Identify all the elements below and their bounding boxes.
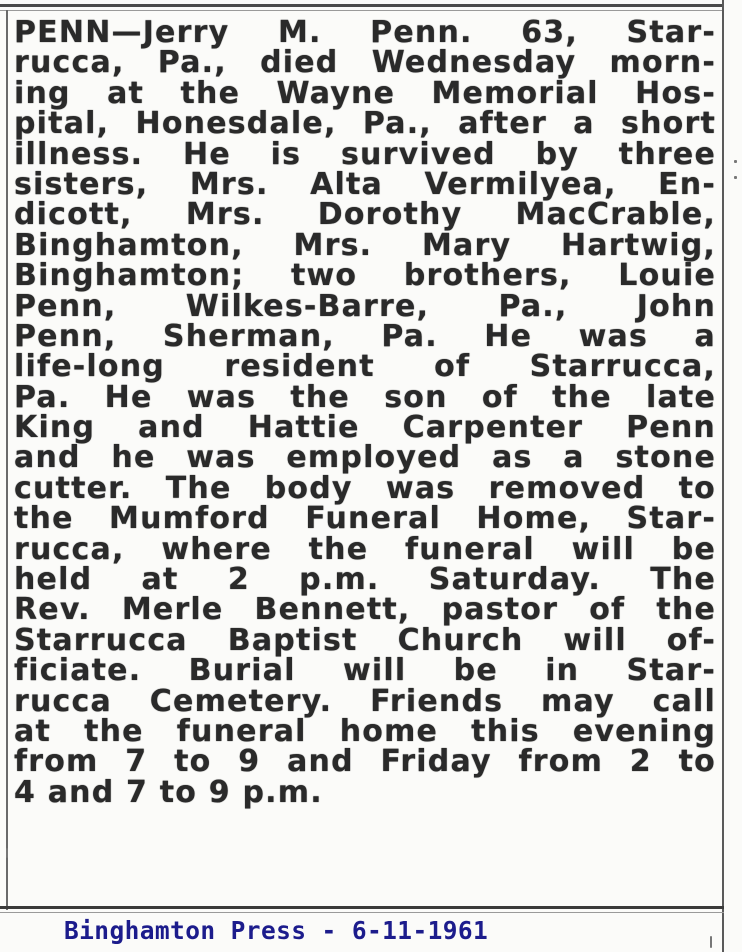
obituary-line: Penn, Sherman, Pa. He was a [14, 318, 716, 354]
obituary-line: cutter. The body was removed to [14, 470, 716, 506]
top-thin-rule [0, 10, 724, 11]
right-column-rule [722, 0, 724, 952]
obituary-line: sisters, Mrs. Alta Vermilyea, En- [14, 166, 716, 202]
print-speck [6, 848, 8, 858]
obituary-line: and he was employed as a stone [14, 440, 716, 476]
obituary-line: life-long resident of Starrucca, [14, 349, 716, 385]
obituary-line: illness. He is survived by three [14, 136, 716, 172]
obituary-line: rucca Cemetery. Friends may call [14, 683, 716, 719]
obituary-line: held at 2 p.m. Saturday. The [14, 562, 716, 598]
obituary-line: Pa. He was the son of the late [14, 379, 716, 415]
obituary-line: Binghamton; two brothers, Louie [14, 258, 716, 294]
print-speck [710, 936, 712, 948]
bottom-column-rule [0, 906, 724, 909]
source-caption: Binghamton Press - 6-11-1961 [64, 916, 489, 945]
obituary-line: the Mumford Funeral Home, Star- [14, 501, 716, 537]
obituary-line: from 7 to 9 and Friday from 2 to [14, 744, 716, 780]
obituary-line: Penn, Wilkes-Barre, Pa., John [14, 288, 716, 324]
obituary-line: rucca, Pa., died Wednesday morn- [14, 45, 716, 81]
print-speck [734, 176, 737, 179]
bottom-thin-rule [0, 912, 724, 913]
obituary-line: rucca, where the funeral will be [14, 531, 716, 567]
obituary-line: King and Hattie Carpenter Penn [14, 410, 716, 446]
obituary-line: Binghamton, Mrs. Mary Hartwig, [14, 227, 716, 263]
left-column-rule [6, 10, 8, 910]
obituary-line: Starrucca Baptist Church will of- [14, 622, 716, 658]
print-speck [734, 160, 737, 163]
obituary-line: 4 and 7 to 9 p.m. [14, 774, 323, 810]
obituary-line: Rev. Merle Bennett, pastor of the [14, 592, 716, 628]
obituary-line: ing at the Wayne Memorial Hos- [14, 75, 716, 111]
obituary-text [14, 15, 716, 810]
obituary-line: PENN—Jerry M. Penn. 63, Star- [14, 15, 716, 50]
top-column-rule [0, 4, 724, 7]
obituary-line: ficiate. Burial will be in Star- [14, 653, 716, 689]
obituary-line: at the funeral home this evening [14, 713, 716, 749]
obituary-line: dicott, Mrs. Dorothy MacCrable, [14, 197, 716, 233]
obituary-line: pital, Honesdale, Pa., after a short [14, 106, 716, 142]
